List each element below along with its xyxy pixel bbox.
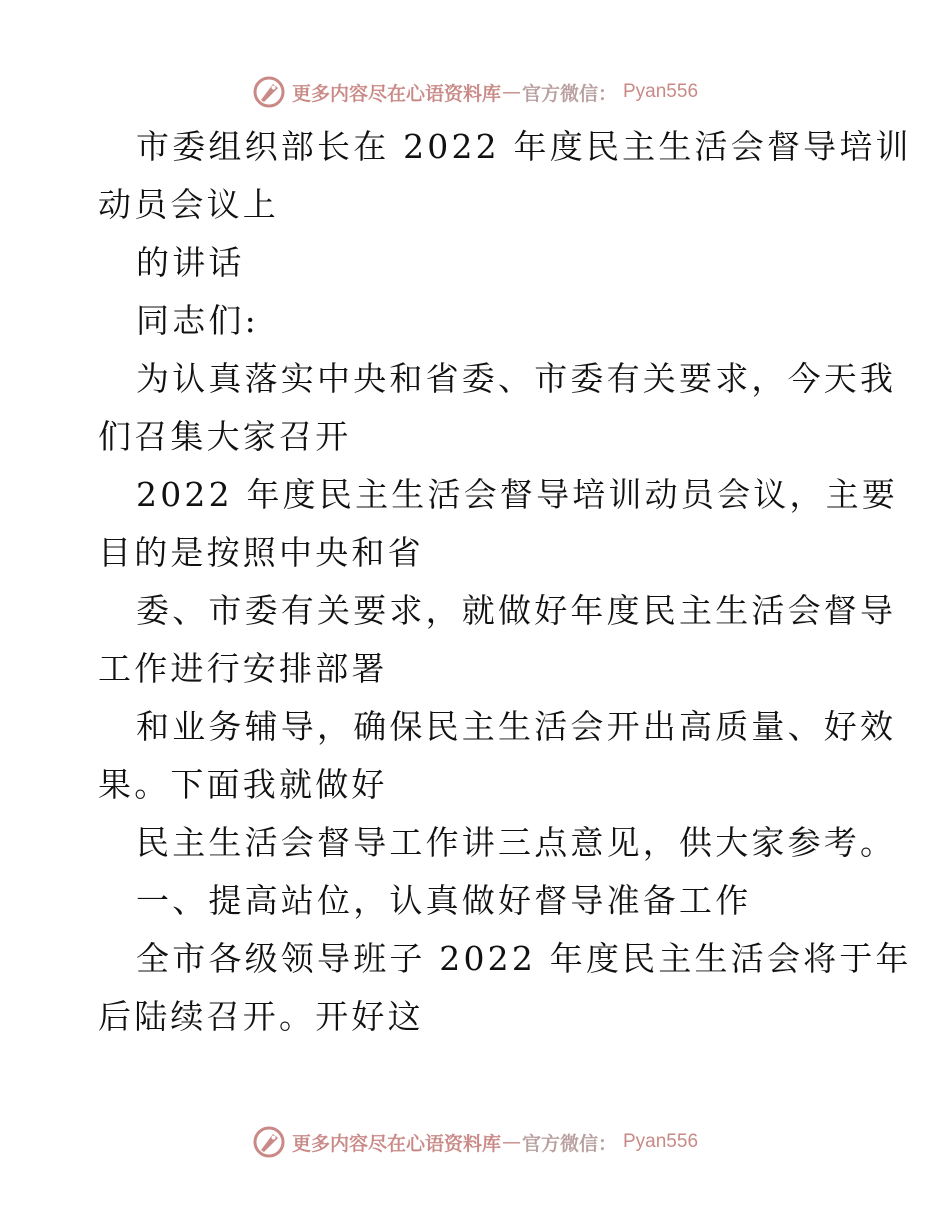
watermark-separator: — (501, 1131, 521, 1153)
pen-nib-logo-icon (252, 1125, 286, 1159)
paragraph-line: 全市各级领导班子 2022 年度民主生活会将于年 (136, 939, 912, 978)
header-watermark (0, 72, 950, 112)
watermark-main-text: 更多内容尽在心语资料库 (291, 1132, 501, 1155)
watermark-wechat-label: 官方微信： (521, 82, 617, 105)
paragraph-line: 目的是按照中央和省 (98, 533, 424, 572)
pen-nib-logo-icon (252, 75, 286, 109)
paragraph-line: 工作进行安排部署 (98, 649, 388, 688)
paragraph-line: 为认真落实中央和省委、市委有关要求，今天我 (136, 359, 897, 398)
paragraph-line: 后陆续召开。开好这 (98, 997, 424, 1036)
salutation: 同志们: (136, 301, 259, 340)
paragraph-line: 委、市委有关要求，就做好年度民主生活会督导 (136, 591, 897, 630)
paragraph-line: 2022 年度民主生活会督导培训动员会议，主要 (136, 475, 899, 514)
watermark-wechat-id: Pyan556 (623, 81, 699, 102)
watermark-main-text: 更多内容尽在心语资料库 (291, 82, 501, 105)
watermark-separator: — (501, 81, 521, 103)
document-body (98, 118, 912, 1046)
footer-watermark (0, 1122, 950, 1162)
document-title-line: 的讲话 (136, 243, 245, 282)
document-title-line: 市委组织部长在 2022 年度民主生活会督导培训 (136, 127, 912, 166)
document-title-line: 动员会议上 (98, 185, 279, 224)
paragraph-line: 果。下面我就做好 (98, 765, 388, 804)
paragraph-line: 和业务辅导，确保民主生活会开出高质量、好效 (136, 707, 897, 746)
paragraph-line: 民主生活会督导工作讲三点意见，供大家参考。 (136, 823, 897, 862)
watermark-wechat-label: 官方微信： (521, 1132, 617, 1155)
watermark-wechat-id: Pyan556 (623, 1131, 699, 1152)
paragraph-line: 们召集大家召开 (98, 417, 352, 456)
section-heading: 一、提高站位，认真做好督导准备工作 (136, 881, 752, 920)
